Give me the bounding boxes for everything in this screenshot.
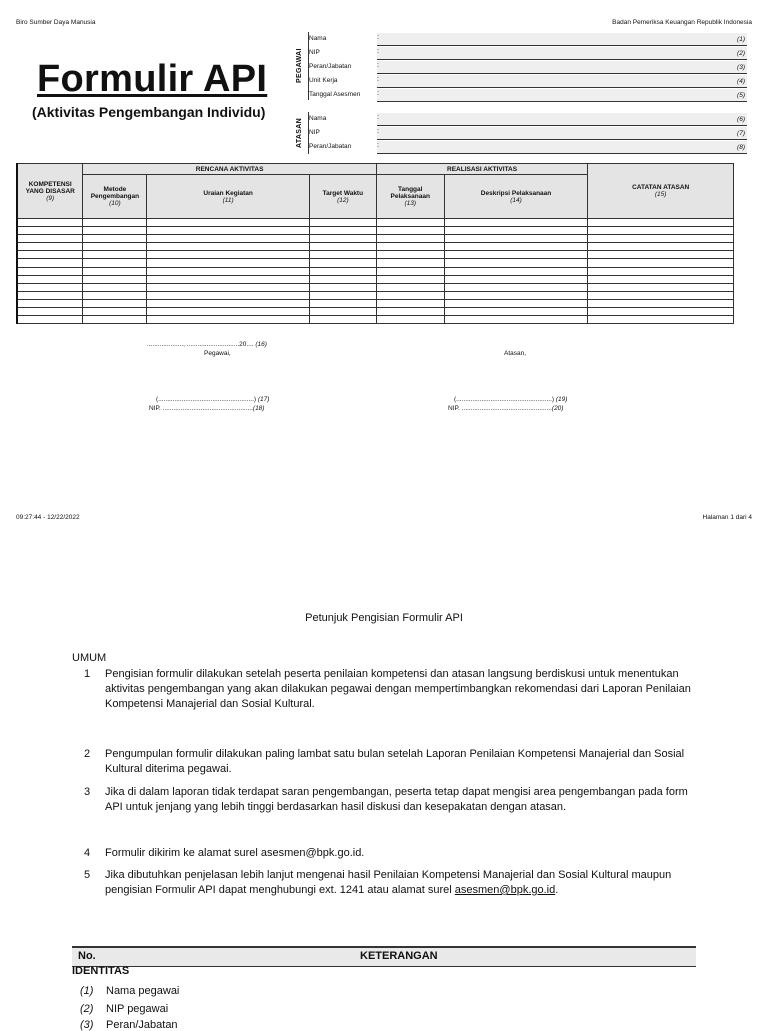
table-cell[interactable] [588,251,734,259]
table-cell[interactable] [588,299,734,307]
table-cell[interactable] [444,235,588,243]
field-atasan-nip[interactable] [309,127,747,140]
field-atasan-nama[interactable] [309,113,747,126]
table-cell[interactable] [83,259,147,267]
instructions-section: UMUM [72,652,107,664]
col-no-label: No. [78,950,96,962]
table-cell[interactable] [376,308,444,316]
table-cell[interactable] [376,316,444,324]
table-cell[interactable] [83,267,147,275]
item-text [105,868,705,898]
table-cell[interactable] [588,308,734,316]
table-row [17,259,734,267]
field-label: NIP [309,49,320,56]
table-cell[interactable] [147,299,310,307]
table-cell[interactable] [309,283,376,291]
table-cell[interactable] [309,243,376,251]
col-number: (11) [222,196,234,204]
table-cell[interactable] [376,235,444,243]
field-line [377,47,747,60]
field-pegawai-unit[interactable] [309,75,747,88]
keterangan-text: Nama pegawai [106,985,180,997]
table-cell[interactable] [376,283,444,291]
col-uraian [147,175,310,219]
table-cell[interactable] [444,227,588,235]
col-metode [83,175,147,219]
table-body [17,219,734,324]
table-cell[interactable] [588,283,734,291]
field-number: (4) [737,78,745,85]
identitas-section: IDENTITAS [72,965,130,977]
keterangan-item [80,985,179,997]
table-cell[interactable] [309,308,376,316]
header-right: Badan Pemeriksa Keuangan Republik Indonesia [612,19,752,26]
atasan-sign-nip[interactable] [448,405,563,412]
group-rencana: RENCANA AKTIVITAS [83,164,376,175]
field-label: NIP [309,129,320,136]
field-pegawai-peran[interactable] [309,61,747,74]
item-number: 5 [84,869,91,881]
table-cell[interactable] [309,267,376,275]
table-cell[interactable] [147,283,310,291]
table-cell[interactable] [444,283,588,291]
keterangan-item [80,1003,168,1015]
item-text: Pengisian formulir dilakukan setelah peserta penilaian kompetensi dan atasan langsung berdiskusi untuk menentukan aktivitas pengembangan yang akan dilakukan pegawai dengan mempertimbangkan rekomendasi dari Laporan Penilaian Kompetensi Manajerial dan Sosial Kultural. [105,668,691,710]
table-cell[interactable] [83,316,147,324]
col-number: (14) [510,196,522,204]
keterangan-item [80,1019,178,1031]
table-row [17,251,734,259]
table-cell[interactable] [444,316,588,324]
table-cell[interactable] [83,243,147,251]
table-cell[interactable] [17,243,83,251]
table-cell[interactable] [17,219,83,227]
table-cell[interactable] [376,275,444,283]
table-cell[interactable] [147,267,310,275]
col-number: (10) [109,200,121,207]
col-label: Uraian Kegiatan [203,189,253,197]
table-cell[interactable] [376,219,444,227]
table-cell[interactable] [309,316,376,324]
field-colon: : [377,114,379,121]
table-cell[interactable] [444,267,588,275]
pegawai-nip-number: (18) [252,405,265,412]
table-cell[interactable] [376,243,444,251]
field-label: Peran/Jabatan [309,143,352,150]
col-label: Deskripsi Pelaksanaan [480,189,552,197]
table-cell[interactable] [588,267,734,275]
field-line [377,127,747,140]
item-text: Jika di dalam laporan tidak terdapat saran pengembangan, peserta tetap dapat mengisi area pengembangan pada form API untuk jenjang yang lebih tinggi berdasarkan hasil diskusi dan kesepakatan dengan atasan. [105,786,688,813]
activity-table [16,163,734,324]
field-pegawai-nama[interactable] [309,33,747,46]
table-row [17,243,734,251]
table-cell[interactable] [444,251,588,259]
table-cell[interactable] [83,219,147,227]
field-label: Tanggal Asesmen [309,91,361,98]
table-cell[interactable] [147,235,310,243]
atasan-name-text: (.....................................................) [454,396,555,403]
table-row [17,267,734,275]
table-cell[interactable] [83,299,147,307]
field-colon: : [377,62,379,69]
table-cell[interactable] [147,243,310,251]
table-cell[interactable] [444,243,588,251]
signature-place-date[interactable] [147,341,267,348]
atasan-sign-name[interactable] [454,396,567,403]
table-cell[interactable] [444,299,588,307]
table-cell[interactable] [309,251,376,259]
field-line [377,75,747,88]
field-line [377,89,747,102]
table-cell[interactable] [83,227,147,235]
item-text-part: . [555,884,559,896]
col-label: Target Waktu [322,189,364,197]
table-cell[interactable] [309,291,376,299]
field-colon: : [377,76,379,83]
table-cell[interactable] [376,299,444,307]
table-row [17,316,734,324]
table-cell[interactable] [588,235,734,243]
table-cell[interactable] [17,308,83,316]
item-text-part: Jika dibutuhkan penjelasan lebih lanjut mengenai hasil Penilaian Kompetensi Manajerial dan Sosial Kultural maupun pengisian Formulir API dapat menghubungi ext. 1241 atau alamat surel [105,869,672,896]
keterangan-text: Peran/Jabatan [106,1019,178,1031]
col-catatan [588,164,734,219]
table-cell[interactable] [147,316,310,324]
table-cell[interactable] [17,316,83,324]
atasan-sign-label: Atasan, [504,350,527,357]
item-number: 2 [84,748,91,760]
col-target [309,175,376,219]
table-cell[interactable] [444,219,588,227]
field-label: Nama [309,115,327,122]
table-cell[interactable] [147,308,310,316]
pegawai-group-label: PEGAWAI [296,48,303,84]
pegawai-name-number: (17) [257,396,270,403]
header-left: Biro Sumber Daya Manusia [16,19,96,26]
field-line [377,33,747,46]
table-cell[interactable] [309,219,376,227]
pegawai-sign-name[interactable] [156,396,269,403]
item-text: Pengumpulan formulir dilakukan paling lambat satu bulan setelah Laporan Penilaian Kompetensi Manajerial dan Sosial Kultural diterima pegawai. [105,748,685,775]
table-row [17,235,734,243]
table-cell[interactable] [588,275,734,283]
table-row [17,227,734,235]
pegawai-name-text: (.....................................................) [156,396,257,403]
table-row [17,291,734,299]
table-cell[interactable] [376,227,444,235]
table-cell[interactable] [17,267,83,275]
table-cell[interactable] [17,251,83,259]
table-cell[interactable] [147,219,310,227]
field-number: (7) [737,130,745,137]
field-label: Peran/Jabatan [309,63,352,70]
table-cell[interactable] [17,283,83,291]
field-colon: : [377,34,379,41]
col-tanggal [376,175,444,219]
table-cell[interactable] [83,308,147,316]
field-number: (1) [737,36,745,43]
col-deskripsi [444,175,588,219]
field-colon: : [377,128,379,135]
keterangan-text: NIP pegawai [106,1003,169,1015]
col-kompetensi [17,164,83,219]
table-cell[interactable] [17,299,83,307]
table-cell[interactable] [376,267,444,275]
table-cell[interactable] [309,259,376,267]
table-cell[interactable] [83,291,147,299]
table-cell[interactable] [83,283,147,291]
table-cell[interactable] [588,316,734,324]
table-cell[interactable] [444,259,588,267]
footer-timestamp: 09:27:44 - 12/22/2022 [16,514,80,521]
table-cell[interactable] [444,291,588,299]
table-cell[interactable] [376,259,444,267]
col-number: (15) [654,191,667,198]
place-date-text: ...................., .............................20.... [147,341,256,348]
table-cell[interactable] [376,251,444,259]
table-cell[interactable] [588,291,734,299]
col-label: Tanggal Pelaksanaan [390,186,430,200]
col-label: CATATAN ATASAN [632,184,690,191]
field-label: Unit Kerja [309,77,338,84]
field-colon: : [377,90,379,97]
email-link[interactable]: asesmen@bpk.go.id [454,884,556,896]
pegawai-nip-text: NIP. .................................................. [149,405,253,412]
item-number: 4 [84,847,91,859]
footer-page: Halaman 1 dari 4 [702,514,752,521]
col-number: (9) [46,194,55,202]
col-keterangan-label: KETERANGAN [360,950,438,962]
table-row [17,299,734,307]
field-number: (3) [737,64,745,71]
table-cell[interactable] [588,243,734,251]
col-number: (12) [337,196,349,204]
item-number: 1 [84,668,91,680]
table-row [17,308,734,316]
table-cell[interactable] [17,227,83,235]
field-line [377,61,747,74]
atasan-group-label: ATASAN [296,118,303,148]
table-cell[interactable] [147,251,310,259]
table-row [17,219,734,227]
page-title: Formulir API [37,58,268,100]
table-row [17,275,734,283]
item-number: 3 [84,786,91,798]
table-row [17,283,734,291]
table-cell[interactable] [309,227,376,235]
col-number: (13) [404,200,417,207]
field-pegawai-tanggal[interactable] [309,89,747,102]
field-pegawai-nip[interactable] [309,47,747,60]
keterangan-number: (2) [80,1003,94,1015]
table-cell[interactable] [147,227,310,235]
page-subtitle: (Aktivitas Pengembangan Individu) [32,104,266,120]
field-number: (5) [737,92,745,99]
table-cell[interactable] [147,259,310,267]
table-cell[interactable] [17,275,83,283]
group-realisasi: REALISASI AKTIVITAS [376,164,588,175]
table-cell[interactable] [588,219,734,227]
field-number: (8) [737,144,745,151]
table-cell[interactable] [17,259,83,267]
instructions-title: Petunjuk Pengisian Formulir API [305,612,463,624]
field-label: Nama [309,35,327,42]
col-label: KOMPETENSI YANG DISASAR [25,180,75,195]
table-cell[interactable] [147,275,310,283]
table-cell[interactable] [17,235,83,243]
field-colon: : [377,142,379,149]
table-cell[interactable] [309,275,376,283]
atasan-nip-text: NIP. .................................................. [448,405,552,412]
keterangan-number: (1) [80,985,94,997]
field-atasan-peran[interactable] [309,141,747,154]
table-cell[interactable] [588,227,734,235]
item-text: Formulir dikirim ke alamat surel asesmen@bpk.go.id. [105,847,365,859]
table-cell[interactable] [588,259,734,267]
atasan-name-number: (19) [555,396,568,403]
field-number: (2) [737,50,745,57]
table-cell[interactable] [309,235,376,243]
table-cell[interactable] [83,235,147,243]
table-cell[interactable] [444,275,588,283]
field-number: (6) [737,116,745,123]
keterangan-header [72,946,696,967]
table-cell[interactable] [309,299,376,307]
pegawai-sign-nip[interactable] [149,405,264,412]
pegawai-sign-label: Pegawai, [204,350,231,357]
col-label: Metode Pengembangan [90,186,140,200]
table-cell[interactable] [147,291,310,299]
place-date-number: (16) [255,341,267,348]
table-cell[interactable] [83,275,147,283]
field-line [377,141,747,154]
table-cell[interactable] [376,291,444,299]
table-cell[interactable] [17,291,83,299]
table-cell[interactable] [83,251,147,259]
atasan-nip-number: (20) [551,405,564,412]
table-cell[interactable] [444,308,588,316]
keterangan-number: (3) [80,1019,94,1031]
field-line [377,113,747,126]
field-colon: : [377,48,379,55]
